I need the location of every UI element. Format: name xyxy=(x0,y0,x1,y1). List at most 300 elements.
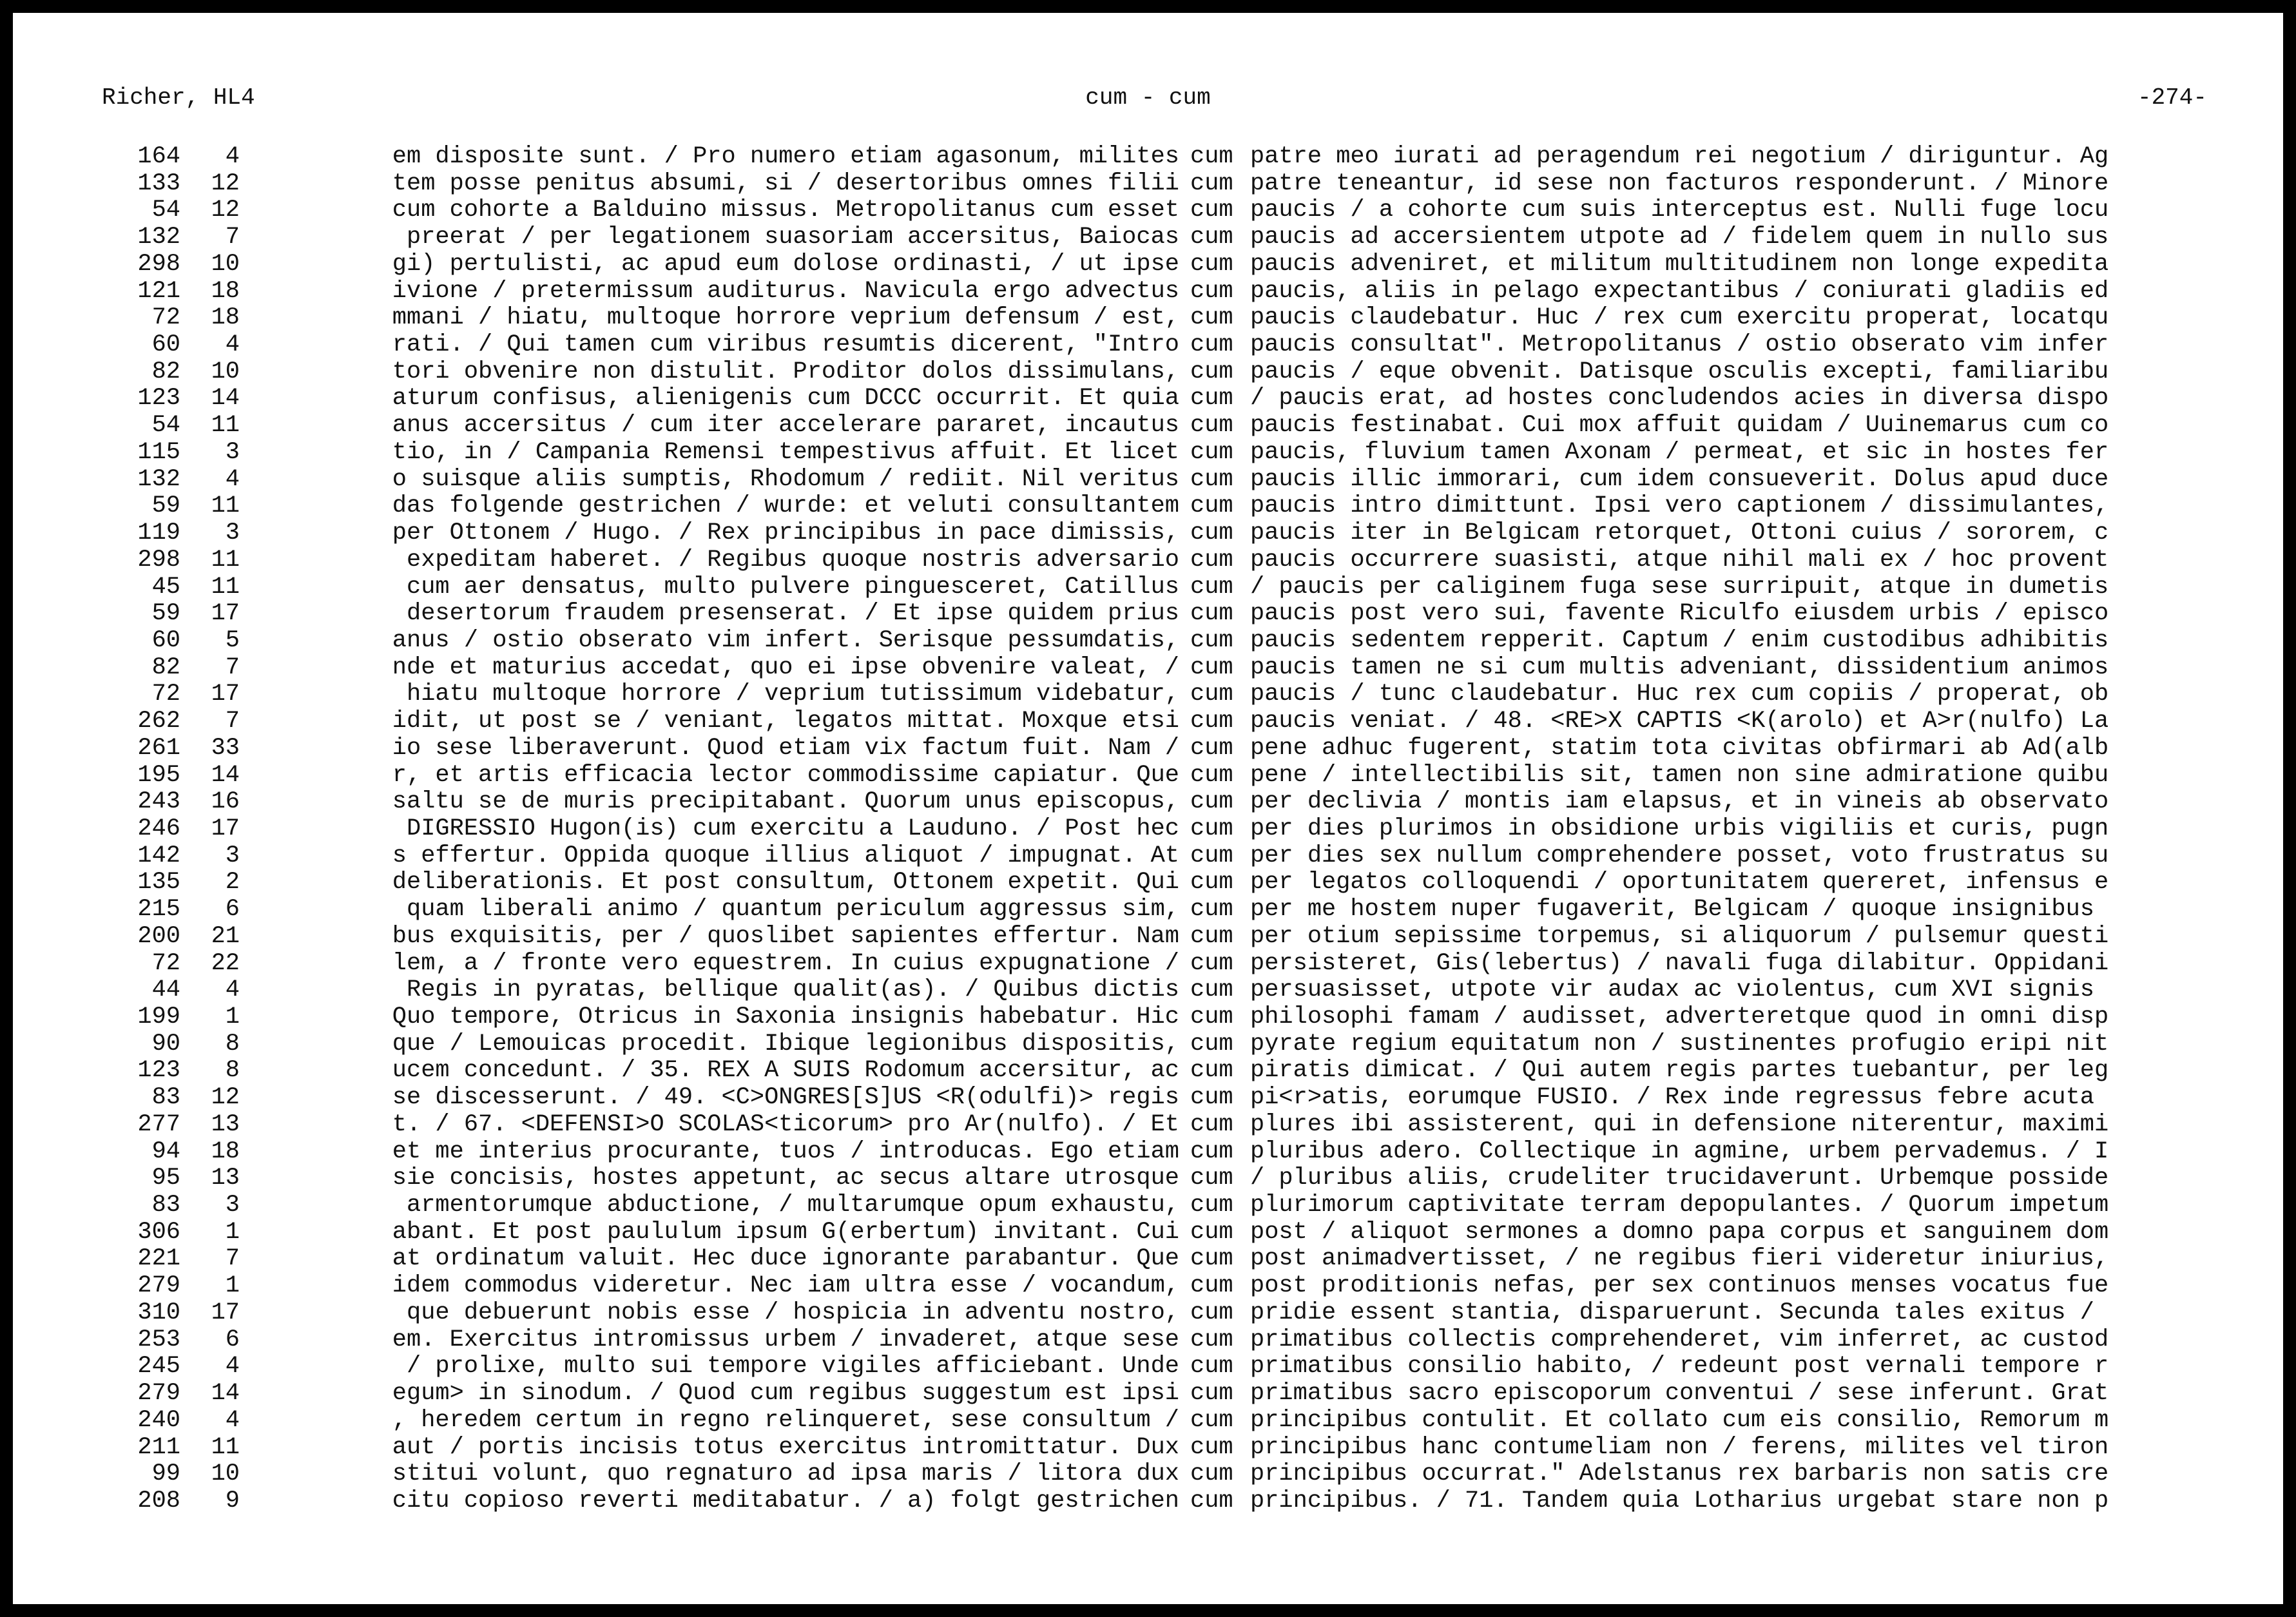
row-left-context: expeditam haberet. / Regibus quoque nostris adversario xyxy=(407,547,1179,574)
row-right-context: principibus contulit. Et collato cum eis consilio, Remorum m xyxy=(1250,1407,2109,1434)
row-left-context: que / Lemouicas procedit. Ibique legionibus dispositis, xyxy=(392,1031,1179,1058)
row-line-number: 10 xyxy=(211,358,240,385)
concordance-row xyxy=(13,601,2283,628)
concordance-row xyxy=(13,1300,2283,1327)
row-line-number: 11 xyxy=(211,412,240,440)
row-left-context: preerat / per legationem suasoriam accersitus, Baiocas xyxy=(407,224,1179,251)
row-left-context: mmani / hiatu, multoque horrore veprium defensum / est, xyxy=(392,305,1179,332)
row-right-context: persisteret, Gis(lebertus) / navali fuga dilabitur. Oppidani xyxy=(1250,950,2109,977)
row-right-context: plurimorum captivitate terram depopulantes. / Quorum impetum xyxy=(1250,1192,2109,1219)
row-left-context: idem commodus videretur. Nec iam ultra esse / vocandum, xyxy=(392,1273,1179,1300)
concordance-list xyxy=(13,144,2283,1515)
row-keyword: cum xyxy=(1190,1299,1233,1326)
concordance-row xyxy=(13,1031,2283,1058)
row-left-context: tori obvenire non distulit. Proditor dolos dissimulans, xyxy=(392,358,1179,385)
row-left-context: tio, in / Campania Remensi tempestivus affuit. Et licet xyxy=(392,439,1179,466)
row-page-number: 262 xyxy=(137,708,180,735)
concordance-row xyxy=(13,1004,2283,1031)
page-header xyxy=(13,82,2283,113)
row-page-number: 82 xyxy=(151,358,180,385)
row-line-number: 8 xyxy=(225,1030,240,1058)
row-left-context: per Ottonem / Hugo. / Rex principibus in pace dimissis, xyxy=(392,520,1179,547)
row-line-number: 8 xyxy=(225,1057,240,1085)
row-keyword: cum xyxy=(1190,1084,1233,1112)
row-left-context: t. / 67. <DEFENSI>O SCOLAS<ticorum> pro Ar(nulfo). / Et xyxy=(392,1111,1179,1138)
row-keyword: cum xyxy=(1190,1406,1233,1434)
row-left-context: bus exquisitis, per / quoslibet sapientes effertur. Nam xyxy=(392,923,1179,950)
concordance-page xyxy=(13,13,2283,1604)
row-right-context: paucis occurrere suasisti, atque nihil mali ex / hoc provent xyxy=(1250,547,2109,574)
row-line-number: 10 xyxy=(211,250,240,278)
row-right-context: paucis illic immorari, cum idem consueverit. Dolus apud duce xyxy=(1250,466,2109,493)
row-left-context: egum> in sinodum. / Quod cum regibus suggestum est ipsi xyxy=(392,1380,1179,1408)
concordance-row xyxy=(13,628,2283,655)
row-line-number: 12 xyxy=(211,1084,240,1112)
row-keyword: cum xyxy=(1190,626,1233,654)
concordance-row xyxy=(13,1165,2283,1192)
row-keyword: cum xyxy=(1190,1003,1233,1031)
row-keyword: cum xyxy=(1190,197,1233,224)
row-keyword: cum xyxy=(1190,1433,1233,1461)
concordance-row xyxy=(13,843,2283,870)
row-left-context: anus / ostio obserato vim infert. Serisque pessumdatis, xyxy=(392,627,1179,654)
concordance-row xyxy=(13,359,2283,386)
concordance-row xyxy=(13,1327,2283,1354)
concordance-row xyxy=(13,681,2283,708)
row-keyword: cum xyxy=(1190,277,1233,305)
row-page-number: 253 xyxy=(137,1326,180,1353)
row-right-context: paucis, aliis in pelago expectantibus / coniurati gladiis ed xyxy=(1250,278,2109,305)
row-line-number: 7 xyxy=(225,654,240,681)
row-right-context: pene adhuc fugerent, statim tota civitas obfirmari ab Ad(alb xyxy=(1250,735,2109,762)
concordance-row xyxy=(13,197,2283,224)
row-right-context: principibus occurrat." Adelstanus rex barbaris non satis cre xyxy=(1250,1461,2109,1488)
row-right-context: paucis / eque obvenit. Datisque osculis excepti, familiaribu xyxy=(1250,358,2109,385)
row-keyword: cum xyxy=(1190,169,1233,197)
row-page-number: 44 xyxy=(151,976,180,1004)
row-keyword: cum xyxy=(1190,1138,1233,1165)
concordance-row xyxy=(13,708,2283,735)
row-keyword: cum xyxy=(1190,788,1233,816)
header-source: Richer, HL4 xyxy=(102,84,255,111)
concordance-row xyxy=(13,520,2283,547)
row-line-number: 17 xyxy=(211,815,240,842)
row-right-context: paucis ad accersientem utpote ad / fidelem quem in nullo sus xyxy=(1250,224,2109,251)
row-line-number: 4 xyxy=(225,465,240,493)
concordance-row xyxy=(13,1408,2283,1435)
row-right-context: post animadvertisset, / ne regibus fieri videretur iniurius, xyxy=(1250,1246,2109,1273)
row-keyword: cum xyxy=(1190,1460,1233,1488)
row-page-number: 54 xyxy=(151,412,180,440)
row-page-number: 115 xyxy=(137,438,180,466)
row-right-context: paucis / tunc claudebatur. Huc rex cum copiis / properat, ob xyxy=(1250,681,2109,708)
row-right-context: plures ibi assisterent, qui in defensione niterentur, maximi xyxy=(1250,1111,2109,1138)
row-right-context: paucis, fluvium tamen Axonam / permeat, et sic in hostes fer xyxy=(1250,439,2109,466)
concordance-row xyxy=(13,1192,2283,1219)
row-page-number: 310 xyxy=(137,1299,180,1326)
concordance-row xyxy=(13,1058,2283,1085)
row-page-number: 95 xyxy=(151,1165,180,1192)
row-keyword: cum xyxy=(1190,1326,1233,1353)
row-left-context: nde et maturius accedat, quo ei ipse obvenire valeat, / xyxy=(392,654,1179,681)
row-line-number: 3 xyxy=(225,519,240,547)
concordance-row xyxy=(13,305,2283,332)
row-line-number: 17 xyxy=(211,1299,240,1326)
row-keyword: cum xyxy=(1190,438,1233,466)
row-keyword: cum xyxy=(1190,546,1233,574)
row-keyword: cum xyxy=(1190,573,1233,601)
row-page-number: 261 xyxy=(137,734,180,762)
row-line-number: 10 xyxy=(211,1460,240,1488)
row-keyword: cum xyxy=(1190,681,1233,708)
row-keyword: cum xyxy=(1190,949,1233,977)
row-line-number: 14 xyxy=(211,385,240,412)
row-keyword: cum xyxy=(1190,869,1233,896)
row-keyword: cum xyxy=(1190,1057,1233,1085)
row-keyword: cum xyxy=(1190,143,1233,170)
row-line-number: 12 xyxy=(211,169,240,197)
row-right-context: paucis festinabat. Cui mox affuit quidam / Uuinemarus cum co xyxy=(1250,412,2109,440)
row-line-number: 11 xyxy=(211,573,240,601)
row-page-number: 142 xyxy=(137,842,180,869)
concordance-row xyxy=(13,1246,2283,1273)
row-page-number: 277 xyxy=(137,1110,180,1138)
row-right-context: per dies plurimos in obsidione urbis vigiliis et curis, pugn xyxy=(1250,815,2109,842)
row-page-number: 200 xyxy=(137,922,180,950)
row-left-context: r, et artis efficacia lector commodissime capiatur. Que xyxy=(392,762,1179,789)
row-left-context: sie concisis, hostes appetunt, ac secus altare utrosque xyxy=(392,1165,1179,1192)
header-page-number: -274- xyxy=(2137,84,2207,111)
row-line-number: 14 xyxy=(211,1380,240,1408)
row-page-number: 133 xyxy=(137,169,180,197)
concordance-row xyxy=(13,171,2283,198)
row-left-context: lem, a / fronte vero equestrem. In cuius expugnatione / xyxy=(392,950,1179,977)
row-page-number: 298 xyxy=(137,250,180,278)
row-right-context: primatibus sacro episcoporum conventui / sese inferunt. Grat xyxy=(1250,1380,2109,1408)
row-page-number: 221 xyxy=(137,1245,180,1273)
row-right-context: paucis sedentem repperit. Captum / enim custodibus adhibitis xyxy=(1250,627,2109,654)
row-left-context: cum cohorte a Balduino missus. Metropolitanus cum esset xyxy=(392,197,1179,224)
row-page-number: 94 xyxy=(151,1138,180,1165)
concordance-row xyxy=(13,574,2283,601)
row-line-number: 3 xyxy=(225,1192,240,1219)
row-page-number: 72 xyxy=(151,949,180,977)
row-right-context: paucis adveniret, et militum multitudinem non longe expedita xyxy=(1250,251,2109,278)
row-line-number: 3 xyxy=(225,842,240,869)
concordance-row xyxy=(13,144,2283,171)
concordance-row xyxy=(13,951,2283,978)
concordance-row xyxy=(13,655,2283,682)
row-left-context: DIGRESSIO Hugon(is) cum exercitu a Lauduno. / Post hec xyxy=(407,815,1179,842)
row-keyword: cum xyxy=(1190,412,1233,440)
row-page-number: 211 xyxy=(137,1433,180,1461)
row-right-context: pene / intellectibilis sit, tamen non sine admiratione quibu xyxy=(1250,762,2109,789)
row-keyword: cum xyxy=(1190,304,1233,332)
row-left-context: em disposite sunt. / Pro numero etiam agasonum, milites xyxy=(392,144,1179,170)
row-left-context: rati. / Qui tamen cum viribus resumtis dicerent, "Intro xyxy=(392,332,1179,359)
row-page-number: 99 xyxy=(151,1460,180,1488)
concordance-row xyxy=(13,440,2283,467)
concordance-row xyxy=(13,1139,2283,1166)
concordance-row xyxy=(13,1435,2283,1462)
row-right-context: pluribus adero. Collectique in agmine, urbem pervademus. / I xyxy=(1250,1138,2109,1165)
row-page-number: 119 xyxy=(137,519,180,547)
row-right-context: paucis veniat. / 48. <RE>X CAPTIS <K(arolo) et A>r(nulfo) La xyxy=(1250,708,2109,735)
row-left-context: citu copioso reverti meditabatur. / a) folgt gestrichen xyxy=(392,1487,1179,1515)
row-left-context: o suisque aliis sumptis, Rhodomum / rediit. Nil veritus xyxy=(392,466,1179,493)
row-line-number: 17 xyxy=(211,600,240,628)
row-line-number: 4 xyxy=(225,143,240,170)
row-line-number: 22 xyxy=(211,949,240,977)
row-page-number: 306 xyxy=(137,1218,180,1246)
concordance-row xyxy=(13,332,2283,359)
concordance-row xyxy=(13,412,2283,440)
row-right-context: principibus. / 71. Tandem quia Lotharius urgebat stare non p xyxy=(1250,1487,2109,1515)
row-right-context: paucis iter in Belgicam retorquet, Ottoni cuius / sororem, c xyxy=(1250,520,2109,547)
row-page-number: 60 xyxy=(151,626,180,654)
concordance-row xyxy=(13,385,2283,412)
row-page-number: 279 xyxy=(137,1272,180,1300)
row-right-context: paucis tamen ne si cum multis adveniant, dissidentium animos xyxy=(1250,654,2109,681)
row-line-number: 6 xyxy=(225,1326,240,1353)
row-page-number: 123 xyxy=(137,385,180,412)
concordance-row xyxy=(13,869,2283,896)
row-right-context: primatibus consilio habito, / redeunt post vernali tempore r xyxy=(1250,1353,2109,1380)
row-left-context: armentorumque abductione, / multarumque opum exhaustu, xyxy=(407,1192,1179,1219)
row-keyword: cum xyxy=(1190,519,1233,547)
row-line-number: 18 xyxy=(211,304,240,332)
concordance-row xyxy=(13,547,2283,574)
row-keyword: cum xyxy=(1190,250,1233,278)
row-left-context: / prolixe, multo sui tempore vigiles afficiebant. Unde xyxy=(407,1353,1179,1380)
row-line-number: 1 xyxy=(225,1272,240,1300)
row-left-context: das folgende gestrichen / wurde: et veluti consultantem xyxy=(392,493,1179,520)
row-line-number: 7 xyxy=(225,708,240,735)
row-right-context: post proditionis nefas, per sex continuos menses vocatus fue xyxy=(1250,1273,2109,1300)
row-left-context: Regis in pyratas, bellique qualit(as). / Quibus dictis xyxy=(407,977,1179,1004)
row-left-context: ivione / pretermissum auditurus. Navicula ergo advectus xyxy=(392,278,1179,305)
row-right-context: pridie essent stantia, disparuerunt. Secunda tales exitus / xyxy=(1250,1299,2095,1326)
row-left-context: stitui volunt, quo regnaturo ad ipsa maris / litora dux xyxy=(392,1461,1179,1488)
row-page-number: 59 xyxy=(151,492,180,520)
row-keyword: cum xyxy=(1190,224,1233,251)
row-line-number: 1 xyxy=(225,1218,240,1246)
row-line-number: 4 xyxy=(225,331,240,359)
row-line-number: 18 xyxy=(211,277,240,305)
row-left-context: idit, ut post se / veniant, legatos mittat. Moxque etsi xyxy=(392,708,1179,735)
concordance-row xyxy=(13,1488,2283,1515)
concordance-row xyxy=(13,278,2283,305)
concordance-row xyxy=(13,1219,2283,1246)
row-left-context: abant. Et post paululum ipsum G(erbertum) invitant. Cui xyxy=(392,1219,1179,1246)
row-line-number: 7 xyxy=(225,224,240,251)
row-left-context: ucem concedunt. / 35. REX A SUIS Rodomum accersitur, ac xyxy=(392,1058,1179,1085)
row-right-context: per dies sex nullum comprehendere posset, voto frustratus su xyxy=(1250,842,2109,869)
row-right-context: patre meo iurati ad peragendum rei negotium / diriguntur. Ag xyxy=(1250,144,2109,170)
row-page-number: 195 xyxy=(137,761,180,789)
row-page-number: 123 xyxy=(137,1057,180,1085)
row-line-number: 7 xyxy=(225,1245,240,1273)
row-page-number: 132 xyxy=(137,465,180,493)
row-page-number: 82 xyxy=(151,654,180,681)
concordance-row xyxy=(13,977,2283,1004)
row-right-context: philosophi famam / audisset, adverteretque quod in omni disp xyxy=(1250,1004,2109,1031)
row-line-number: 3 xyxy=(225,438,240,466)
row-left-context: anus accersitus / cum iter accelerare pararet, incautus xyxy=(392,412,1179,440)
row-left-context: aut / portis incisis totus exercitus intromittatur. Dux xyxy=(392,1434,1179,1461)
row-left-context: aturum confisus, alienigenis cum DCCC occurrit. Et quia xyxy=(392,385,1179,412)
row-keyword: cum xyxy=(1190,1353,1233,1380)
row-keyword: cum xyxy=(1190,734,1233,762)
row-keyword: cum xyxy=(1190,465,1233,493)
row-page-number: 83 xyxy=(151,1084,180,1112)
row-right-context: principibus hanc contumeliam non / ferens, milites vel tiron xyxy=(1250,1434,2109,1461)
row-page-number: 215 xyxy=(137,896,180,924)
row-line-number: 17 xyxy=(211,681,240,708)
concordance-row xyxy=(13,493,2283,520)
row-left-context: tem posse penitus absumi, si / desertoribus omnes filii xyxy=(392,170,1179,197)
row-page-number: 245 xyxy=(137,1353,180,1380)
concordance-row xyxy=(13,224,2283,251)
row-left-context: gi) pertulisti, ac apud eum dolose ordinasti, / ut ipse xyxy=(392,251,1179,278)
row-keyword: cum xyxy=(1190,1218,1233,1246)
row-keyword: cum xyxy=(1190,385,1233,412)
concordance-row xyxy=(13,1380,2283,1408)
row-keyword: cum xyxy=(1190,600,1233,628)
row-page-number: 279 xyxy=(137,1380,180,1408)
row-left-context: se discesserunt. / 49. <C>ONGRES[S]US <R(odulfi)> regis xyxy=(392,1085,1179,1112)
row-keyword: cum xyxy=(1190,815,1233,842)
row-right-context: patre teneantur, id sese non facturos responderunt. / Minore xyxy=(1250,170,2109,197)
row-right-context: persuasisset, utpote vir audax ac violentus, cum XVI signis xyxy=(1250,977,2095,1004)
row-right-context: per declivia / montis iam elapsus, et in vineis ab observato xyxy=(1250,789,2109,816)
row-line-number: 13 xyxy=(211,1165,240,1192)
row-right-context: piratis dimicat. / Qui autem regis partes tuebantur, per leg xyxy=(1250,1058,2109,1085)
concordance-row xyxy=(13,735,2283,762)
concordance-row xyxy=(13,1112,2283,1139)
row-keyword: cum xyxy=(1190,1110,1233,1138)
row-left-context: et me interius procurante, tuos / introducas. Ego etiam xyxy=(392,1138,1179,1165)
row-page-number: 132 xyxy=(137,224,180,251)
row-line-number: 16 xyxy=(211,788,240,816)
row-keyword: cum xyxy=(1190,492,1233,520)
row-keyword: cum xyxy=(1190,654,1233,681)
header-keyword: cum - cum xyxy=(1085,84,1211,111)
row-keyword: cum xyxy=(1190,1192,1233,1219)
concordance-row xyxy=(13,789,2283,816)
row-line-number: 21 xyxy=(211,922,240,950)
row-page-number: 135 xyxy=(137,869,180,896)
row-keyword: cum xyxy=(1190,331,1233,359)
row-line-number: 6 xyxy=(225,896,240,924)
row-page-number: 208 xyxy=(137,1487,180,1515)
row-page-number: 246 xyxy=(137,815,180,842)
row-page-number: 45 xyxy=(151,573,180,601)
row-left-context: deliberationis. Et post consultum, Ottonem expetit. Qui xyxy=(392,869,1179,896)
row-left-context: at ordinatum valuit. Hec duce ignorante parabantur. Que xyxy=(392,1246,1179,1273)
row-line-number: 2 xyxy=(225,869,240,896)
row-page-number: 243 xyxy=(137,788,180,816)
concordance-row xyxy=(13,1273,2283,1300)
row-right-context: per legatos colloquendi / oportunitatem quereret, infensus e xyxy=(1250,869,2109,896)
row-keyword: cum xyxy=(1190,358,1233,385)
row-left-context: cum aer densatus, multo pulvere pinguesceret, Catillus xyxy=(407,574,1179,601)
row-left-context: , heredem certum in regno relinqueret, sese consultum / xyxy=(392,1407,1179,1434)
row-right-context: / paucis erat, ad hostes concludendos acies in diversa dispo xyxy=(1250,385,2109,412)
row-left-context: que debuerunt nobis esse / hospicia in adventu nostro, xyxy=(407,1299,1179,1326)
row-line-number: 9 xyxy=(225,1487,240,1515)
row-right-context: post / aliquot sermones a domno papa corpus et sanguinem dom xyxy=(1250,1219,2109,1246)
row-right-context: per otium sepissime torpemus, si aliquorum / pulsemur questi xyxy=(1250,923,2109,950)
row-right-context: / pluribus aliis, crudeliter trucidaverunt. Urbemque posside xyxy=(1250,1165,2109,1192)
row-left-context: io sese liberaverunt. Quod etiam vix factum fuit. Nam / xyxy=(392,735,1179,762)
row-page-number: 164 xyxy=(137,143,180,170)
row-line-number: 4 xyxy=(225,1353,240,1380)
row-keyword: cum xyxy=(1190,1487,1233,1515)
row-right-context: paucis post vero sui, favente Riculfo eiusdem urbis / episco xyxy=(1250,601,2109,628)
row-line-number: 11 xyxy=(211,1433,240,1461)
row-right-context: paucis consultat". Metropolitanus / ostio obserato vim infer xyxy=(1250,332,2109,359)
row-page-number: 298 xyxy=(137,546,180,574)
row-left-context: Quo tempore, Otricus in Saxonia insignis habebatur. Hic xyxy=(392,1004,1179,1031)
row-left-context: s effertur. Oppida quoque illius aliquot / impugnat. At xyxy=(392,842,1179,869)
row-keyword: cum xyxy=(1190,976,1233,1004)
concordance-row xyxy=(13,762,2283,789)
row-left-context: hiatu multoque horrore / veprium tutissimum videbatur, xyxy=(407,681,1179,708)
row-left-context: em. Exercitus intromissus urbem / invaderet, atque sese xyxy=(392,1326,1179,1353)
row-line-number: 13 xyxy=(211,1110,240,1138)
concordance-row xyxy=(13,896,2283,924)
row-page-number: 90 xyxy=(151,1030,180,1058)
row-keyword: cum xyxy=(1190,1245,1233,1273)
row-line-number: 14 xyxy=(211,761,240,789)
row-left-context: desertorum fraudem presenserat. / Et ipse quidem prius xyxy=(407,601,1179,628)
row-right-context: paucis claudebatur. Huc / rex cum exercitu properat, locatqu xyxy=(1250,305,2109,332)
row-page-number: 59 xyxy=(151,600,180,628)
concordance-row xyxy=(13,924,2283,951)
concordance-row xyxy=(13,816,2283,843)
row-right-context: primatibus collectis comprehenderet, vim inferret, ac custod xyxy=(1250,1326,2109,1353)
row-page-number: 83 xyxy=(151,1192,180,1219)
row-keyword: cum xyxy=(1190,922,1233,950)
row-right-context: pi<r>atis, eorumque FUSIO. / Rex inde regressus febre acuta xyxy=(1250,1085,2095,1112)
row-keyword: cum xyxy=(1190,896,1233,924)
row-line-number: 11 xyxy=(211,546,240,574)
row-page-number: 54 xyxy=(151,197,180,224)
concordance-row xyxy=(13,467,2283,494)
row-line-number: 4 xyxy=(225,976,240,1004)
row-page-number: 60 xyxy=(151,331,180,359)
row-keyword: cum xyxy=(1190,1380,1233,1408)
row-line-number: 33 xyxy=(211,734,240,762)
row-line-number: 11 xyxy=(211,492,240,520)
concordance-row xyxy=(13,1461,2283,1488)
concordance-row xyxy=(13,251,2283,278)
row-right-context: per me hostem nuper fugaverit, Belgicam / quoque insignibus xyxy=(1250,896,2095,924)
row-page-number: 72 xyxy=(151,304,180,332)
row-page-number: 199 xyxy=(137,1003,180,1031)
row-right-context: / paucis per caliginem fuga sese surripuit, atque in dumetis xyxy=(1250,574,2109,601)
row-line-number: 5 xyxy=(225,626,240,654)
row-left-context: saltu se de muris precipitabant. Quorum unus episcopus, xyxy=(392,789,1179,816)
row-page-number: 240 xyxy=(137,1406,180,1434)
row-right-context: paucis / a cohorte cum suis interceptus est. Nulli fuge locu xyxy=(1250,197,2109,224)
row-right-context: pyrate regium equitatum non / sustinentes profugio eripi nit xyxy=(1250,1031,2109,1058)
row-keyword: cum xyxy=(1190,1165,1233,1192)
row-keyword: cum xyxy=(1190,708,1233,735)
row-page-number: 72 xyxy=(151,681,180,708)
row-line-number: 12 xyxy=(211,197,240,224)
